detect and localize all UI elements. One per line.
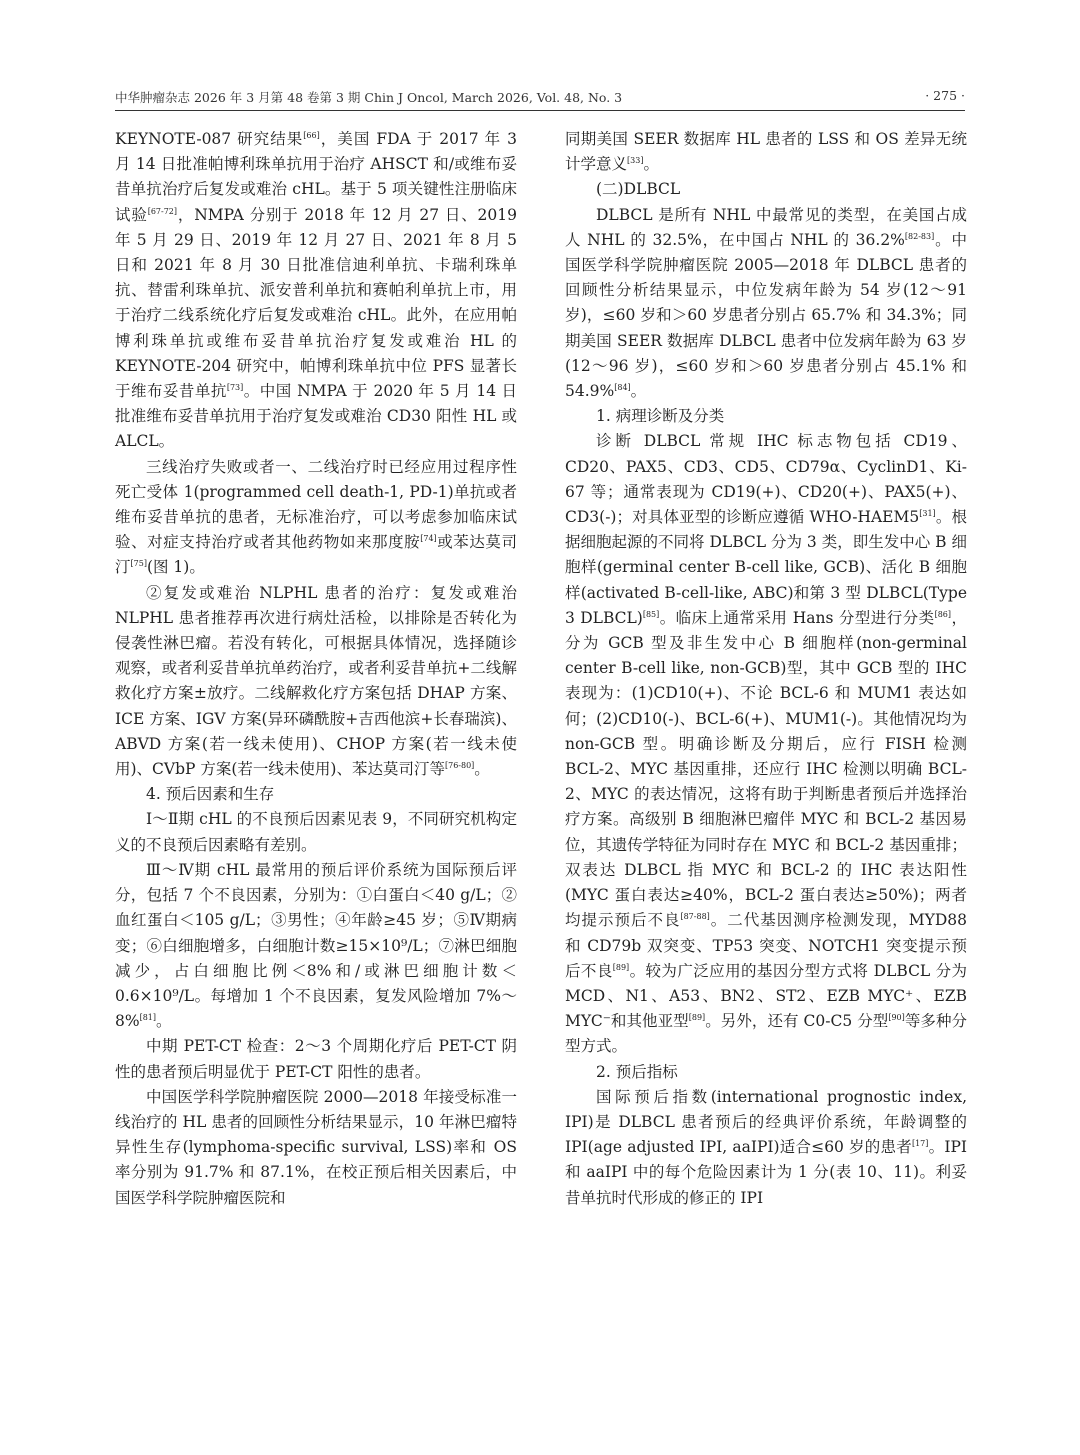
- page-number: · 275 ·: [925, 88, 965, 103]
- citation-ref: [76-80]: [444, 760, 475, 770]
- citation-ref: [73]: [226, 382, 244, 392]
- section-heading: 2. 预后指标: [596, 1062, 678, 1081]
- paragraph: 中期 PET-CT 检查：2～3 个周期化疗后 PET-CT 阴性的患者预后明显优于 PET-CT 阳性的患者。: [115, 1037, 517, 1081]
- citation-ref: [31]: [919, 508, 936, 518]
- paragraph: Ⅲ～Ⅳ期 cHL 最常用的预后评价系统为国际预后评分，包括 7 个不良因素，分别为：①白蛋白＜40 g/L；②血红蛋白＜105 g/L；③男性；④年龄≥45 岁；⑤Ⅳ期病变；⑥白细胞增多，白细胞计数≥15×10⁹/L；⑦淋巴细胞减少，占白细胞比例＜8%和/或淋巴细胞计数＜0.6×10⁹/L。每增加 1 个不良因素，复发风险增加 7%～8%[81]。: [115, 860, 517, 1031]
- paragraph: Ⅰ～Ⅱ期 cHL 的不良预后因素见表 9，不同研究机构定义的不良预后因素略有差别。: [115, 810, 517, 854]
- citation-ref: [89]: [612, 962, 630, 972]
- citation-ref: [74]: [420, 534, 437, 544]
- journal-citation: 中华肿瘤杂志 2026 年 3 月第 48 卷第 3 期 Chin J Oncol, March 2026, Vol. 48, No. 3: [115, 90, 623, 105]
- section-heading: 1. 病理诊断及分类: [596, 407, 725, 426]
- citation-ref: [85]: [642, 609, 660, 619]
- citation-ref: [17]: [911, 1138, 929, 1148]
- left-column: [115, 127, 517, 1211]
- citation-ref: [75]: [130, 559, 147, 569]
- citation-ref: [90]: [888, 1012, 905, 1022]
- citation-ref: [33]: [627, 156, 644, 166]
- section-heading: 4. 预后因素和生存: [146, 785, 275, 804]
- citation-ref: [81]: [139, 1012, 157, 1022]
- citation-ref: [89]: [688, 1012, 706, 1022]
- citation-ref: [82-83]: [904, 231, 935, 241]
- paragraph: 同期美国 SEER 数据库 HL 患者的 LSS 和 OS 差异无统计学意义[33]。: [565, 130, 967, 174]
- citation-ref: [87-88]: [680, 912, 710, 922]
- citation-ref: [84]: [614, 382, 631, 392]
- paragraph: KEYNOTE-087 研究结果[66]，美国 FDA 于 2017 年 3 月 14 日批准帕博利珠单抗用于治疗 AHSCT 和/或维布妥昔单抗治疗后复发或难治 cHL。基于 5 项关键性注册临床试验[67-72]，NMPA 分别于 2018 年 12 月 27 日、2019 年 5 月 29 日、2019 年 12 月 27 日、2021 年 8 月 5 日和 2021 年 8 月 30 日批准信迪利单抗、卡瑞利珠单抗、替雷利珠单抗、派安普利单抗和赛帕利单抗上市，用于治疗二线系统化疗后复发或难治 cHL。此外，在应用帕博利珠单抗或维布妥昔单抗治疗复发或难治 HL 的 KEYNOTE-204 研究中，帕博利珠单抗中位 PFS 显著长于维布妥昔单抗[73]。中国 NMPA 于 2020 年 5 月 14 日批准维布妥昔单抗用于治疗复发或难治 CD30 阳性 HL 或 ALCL。: [115, 130, 517, 451]
- paragraph: 中国医学科学院肿瘤医院 2000—2018 年接受标准一线治疗的 HL 患者的回顾性分析结果显示，10 年淋巴瘤特异性生存(lymphoma-specific survival, LSS)率和 OS 率分别为 91.7% 和 87.1%，在校正预后相关因素后，中国医学科学院肿瘤医院和: [115, 1087, 517, 1207]
- paragraph: 国际预后指数(international prognostic index, IPI)是 DLBCL 患者预后的经典评价系统，年龄调整的 IPI(age adjusted IPI, aaIPI)适合≤60 岁的患者[17]。IPI 和 aaIPI 中的每个危险因素计为 1 分(表 10、11)。利妥昔单抗时代形成的修正的 IPI: [565, 1087, 967, 1207]
- paragraph: ②复发或难治 NLPHL 患者的治疗：复发或难治 NLPHL 患者推荐再次进行病灶活检，以排除是否转化为侵袭性淋巴瘤。若没有转化，可根据具体情况，选择随诊观察，或者利妥昔单抗单药治疗，或者利妥昔单抗+二线解救化疗方案±放疗。二线解救化疗方案包括 DHAP 方案、ICE 方案、IGV 方案(异环磷酰胺+吉西他滨+长春瑞滨)、ABVD 方案(若一线未使用)、CHOP 方案(若一线未使用)、CVbP 方案(若一线未使用)、苯达莫司汀等[76-80]。: [115, 583, 517, 779]
- citation-ref: [67-72]: [147, 206, 178, 216]
- paragraph: 三线治疗失败或者一、二线治疗时已经应用过程序性死亡受体 1(programmed cell death-1, PD-1)单抗或者维布妥昔单抗的患者，无标准治疗，可以考虑参加临床试验、对症支持治疗或者其他药物如来那度胺[74]或苯达莫司汀[75](图 1)。: [115, 457, 517, 577]
- citation-ref: [86]: [934, 609, 952, 619]
- paragraph: 诊断 DLBCL 常规 IHC 标志物包括 CD19、CD20、PAX5、CD3、CD5、CD79α、CyclinD1、Ki-67 等；通常表现为 CD19(+)、CD20(+)、PAX5(+)、CD3(-)；对具体亚型的诊断应遵循 WHO-HAEM5[31]。根据细胞起源的不同将 DLBCL 分为 3 类，即生发中心 B 细胞样(germinal center B-cell like, GCB)、活化 B 细胞样(activated B-cell-like, ABC)和第 3 型 DLBCL(Type 3 DLBCL)[85]。临床上通常采用 Hans 分型进行分类[86]，分为 GCB 型及非生发中心 B 细胞样(non-germinal center B-cell like, non-GCB)型，其中 GCB 型的 IHC 表现为：(1)CD10(+)、不论 BCL-6 和 MUM1 表达如何；(2)CD10(-)、BCL-6(+)、MUM1(-)。其他情况均为 non-GCB 型。明确诊断及分期后，应行 FISH 检测 BCL-2、MYC 基因重排，还应行 IHC 检测以明确 BCL-2、MYC 的表达情况，这将有助于判断患者预后并选择治疗方案。高级别 B 细胞淋巴瘤伴 MYC 和 BCL-2 基因易位，其遗传学特征为同时存在 MYC 和 BCL-2 基因重排；双表达 DLBCL 指 MYC 和 BCL-2 的 IHC 表达阳性(MYC 蛋白表达≥40%，BCL-2 蛋白表达≥50%)；两者均提示预后不良[87-88]。二代基因测序检测发现，MYD88 和 CD79b 双突变、TP53 突变、NOTCH1 突变提示预后不良[89]。较为广泛应用的基因分型方式将 DLBCL 分为 MCD、N1、A53、BN2、ST2、EZB MYC⁺、EZB MYC⁻和其他亚型[89]。另外，还有 C0-C5 分型[90]等多种分型方式。: [565, 432, 967, 1056]
- section-heading: (二)DLBCL: [596, 180, 681, 199]
- running-header: [115, 86, 965, 111]
- citation-ref: [66]: [303, 130, 320, 140]
- paragraph: DLBCL 是所有 NHL 中最常见的类型，在美国占成人 NHL 的 32.5%，在中国占 NHL 的 36.2%[82-83]。中国医学科学院肿瘤医院 2005—2018 年 DLBCL 患者的回顾性分析结果显示，中位发病年龄为 54 岁(12～91 岁)，≤60 岁和＞60 岁患者分别占 65.7% 和 34.3%；同期美国 SEER 数据库 DLBCL 患者中位发病年龄为 63 岁(12～96 岁)，≤60 岁和＞60 岁患者分别占 45.1% 和 54.9%[84]。: [565, 205, 967, 401]
- right-column: [565, 127, 967, 1211]
